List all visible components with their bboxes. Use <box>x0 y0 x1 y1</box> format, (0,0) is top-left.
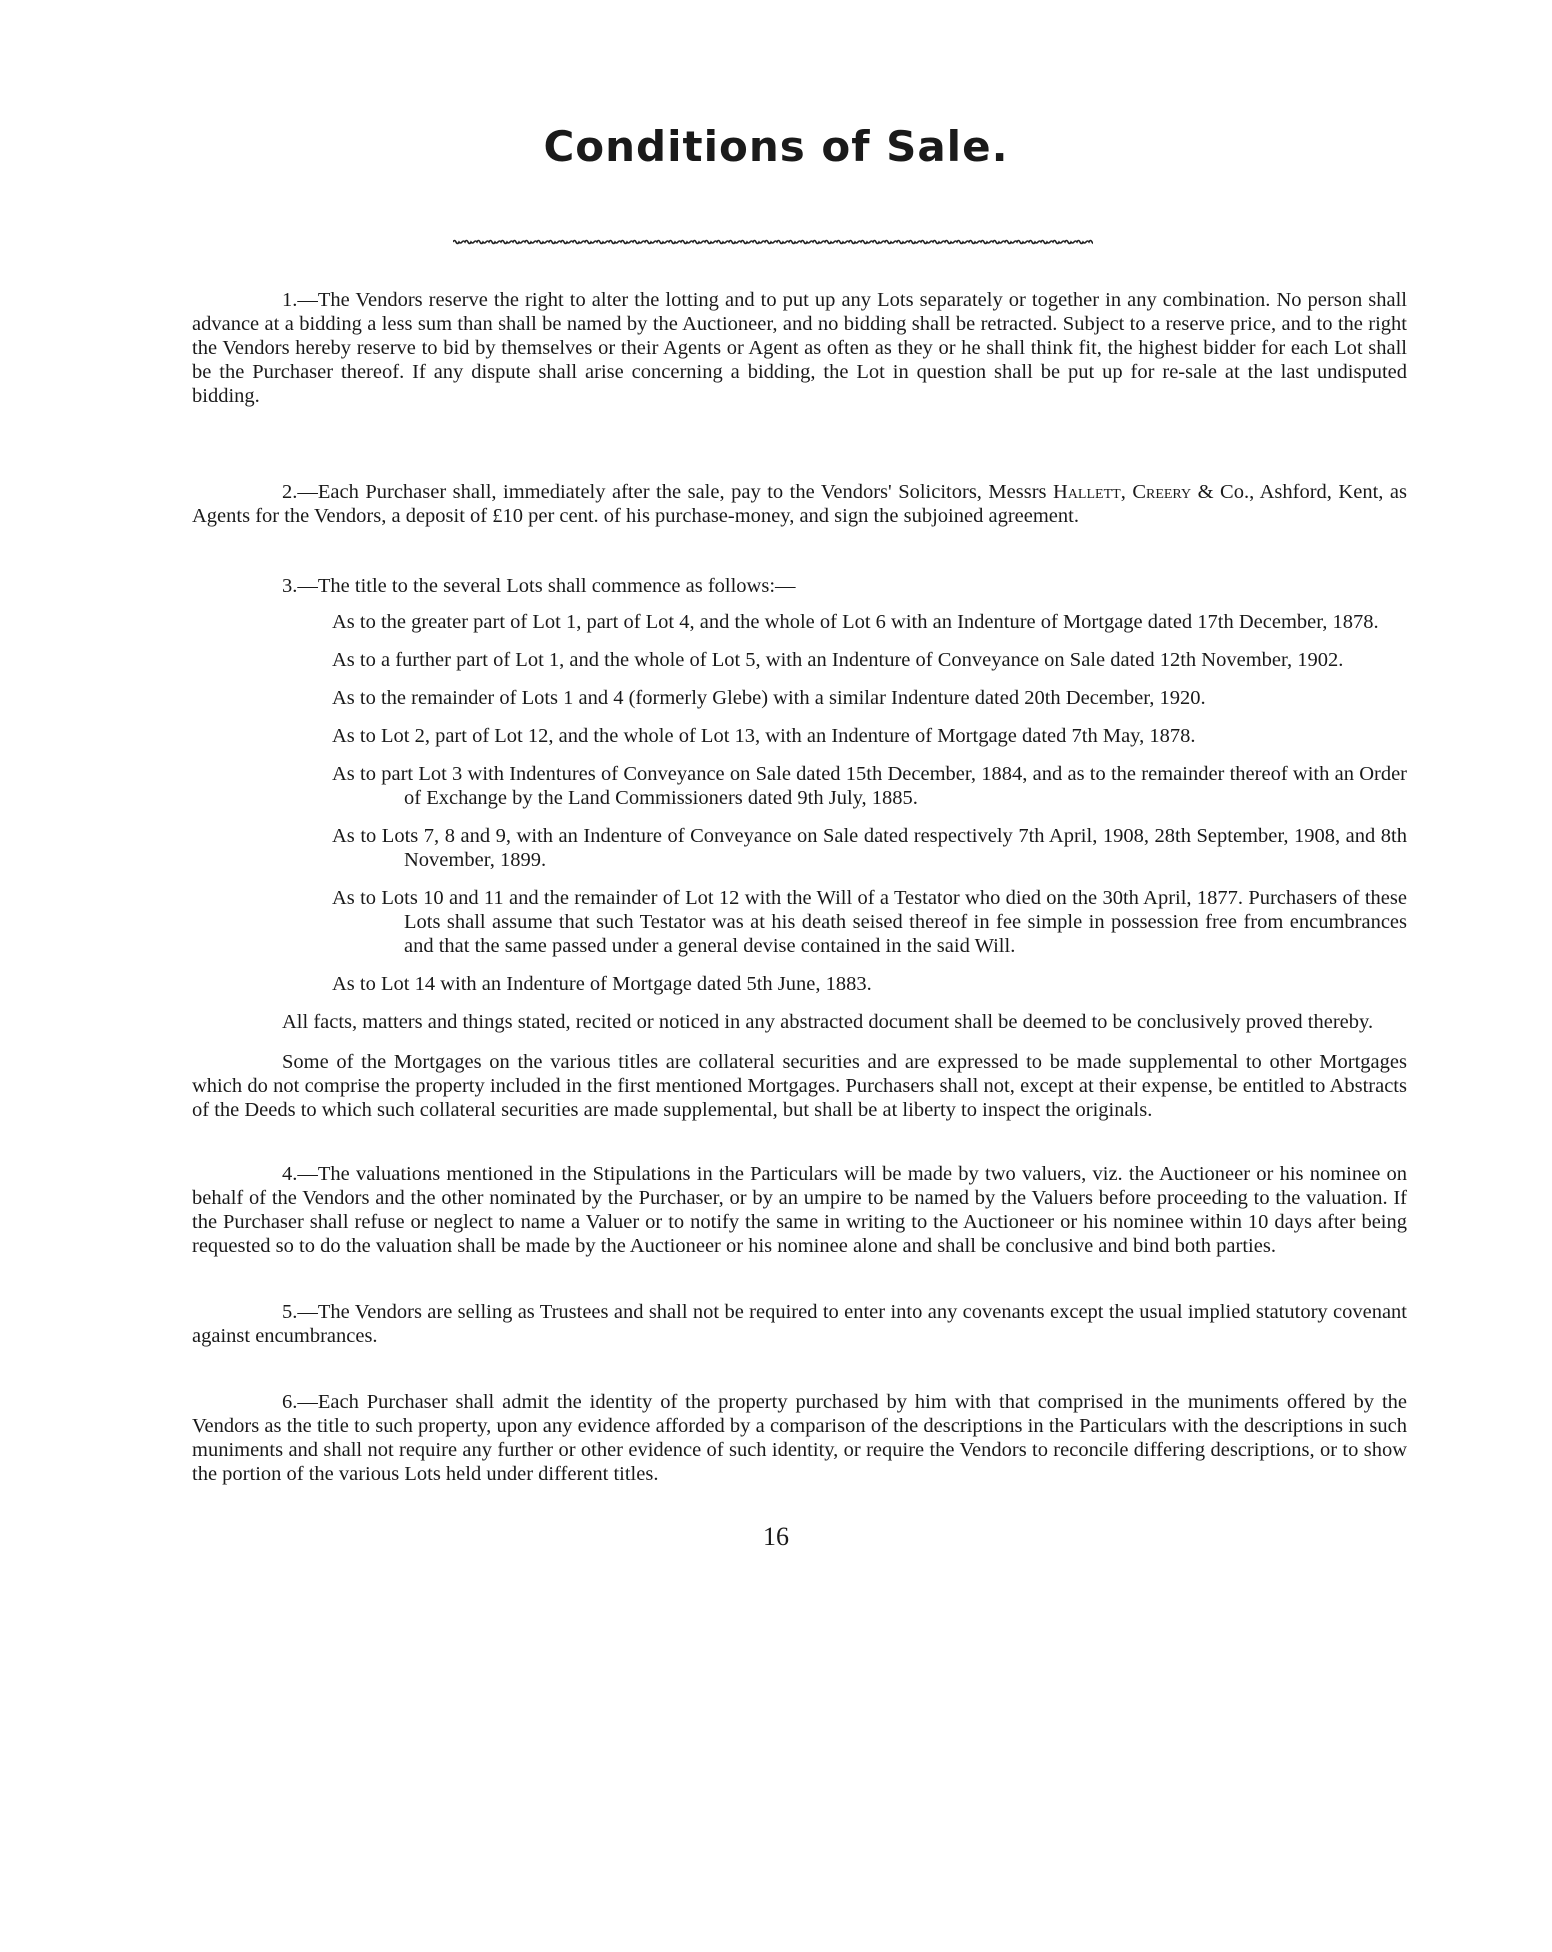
title-item: As to the remainder of Lots 1 and 4 (formerly Glebe) with a similar Indenture dated 20th December, 1920. <box>332 687 1206 709</box>
title-item: As to Lot 2, part of Lot 12, and the whole of Lot 13, with an Indenture of Mortgage dated 7th May, 1878. <box>332 725 1196 747</box>
page-title: Conditions of Sale. <box>543 122 1009 171</box>
decorative-rule <box>453 232 1093 248</box>
condition-5: 5.—The Vendors are selling as Trustees and shall not be required to enter into any covenants except the usual implied statutory covenant against encumbrances. <box>192 1301 1407 1347</box>
title-item: As to a further part of Lot 1, and the whole of Lot 5, with an Indenture of Conveyance on Sale dated 12th November, 1902. <box>332 649 1344 671</box>
solicitor-firm: Hallett, Creery <box>1053 481 1192 503</box>
condition-2-text-end: & Co., Ashford, Kent, as Agents for the Vendors, a deposit of £10 per cent. of his purchase-money, and sign the subjoined agreement. <box>192 481 1407 527</box>
page-number: 16 <box>763 1522 789 1551</box>
condition-3-heading: 3.—The title to the several Lots shall commence as follows:— <box>282 575 796 597</box>
conditions-body <box>192 288 1407 1552</box>
facts-paragraph: All facts, matters and things stated, recited or noticed in any abstracted document shall be deemed to be conclusively proved thereby. <box>282 1011 1374 1033</box>
condition-4: 4.—The valuations mentioned in the Stipulations in the Particulars will be made by two valuers, viz. the Auctioneer or his nominee on behalf of the Vendors and the other nominated by the Purchaser, or by an umpire to be named by the Valuers before proceeding to the valuation. If the Purchaser shall refuse or neglect to name a Valuer or to notify the same in writing to the Auctioneer or his nominee within 10 days after being requested so to do the valuation shall be made by the Auctioneer or his nominee alone and shall be conclusive and bind both parties. <box>192 1163 1407 1257</box>
title-item: As to the greater part of Lot 1, part of Lot 4, and the whole of Lot 6 with an Indenture of Mortgage dated 17th December, 1878. <box>332 611 1379 633</box>
condition-1: 1.—The Vendors reserve the right to alter the lotting and to put up any Lots separately or together in any combination. No person shall advance at a bidding a less sum than shall be named by the Auctioneer, and no bidding shall be retracted. Subject to a reserve price, and to the right the Vendors hereby reserve to bid by themselves or their Agents or Agent as often as they or he shall think fit, the highest bidder for each Lot shall be the Purchaser thereof. If any dispute shall arise concerning a bidding, the Lot in question shall be put up for re-sale at the last undisputed bidding. <box>192 289 1407 407</box>
mortgages-paragraph: Some of the Mortgages on the various titles are collateral securities and are expressed to be made supplemental to other Mortgages which do not comprise the property included in the first mentioned Mortgages. Purchasers shall not, except at their expense, be entitled to Abstracts of the Deeds to which such collateral securities are made supplemental, but shall be at liberty to inspect the originals. <box>192 1051 1407 1121</box>
title-item: As to part Lot 3 with Indentures of Conveyance on Sale dated 15th December, 1884, and as to the remainder thereof with an Order of Exchange by the Land Commissioners dated 9th July, 1885. <box>332 763 1407 809</box>
title-item: As to Lot 14 with an Indenture of Mortgage dated 5th June, 1883. <box>332 973 872 995</box>
title-item: As to Lots 10 and 11 and the remainder of Lot 12 with the Will of a Testator who died on the 30th April, 1877. Purchasers of these Lots shall assume that such Testator was at his death seised thereof in fee simple in possession free from encumbrances and that the same passed under a general devise contained in the said Will. <box>332 887 1407 957</box>
condition-2-text: 2.—Each Purchaser shall, immediately after the sale, pay to the Vendors' Solicitors, Messrs <box>282 481 1054 503</box>
condition-6: 6.—Each Purchaser shall admit the identity of the property purchased by him with that comprised in the muniments offered by the Vendors as the title to such property, upon any evidence afforded by a comparison of the descriptions in the Particulars with the descriptions in such muniments and shall not require any further or other evidence of such identity, or require the Vendors to reconcile differing descriptions, or to show the portion of the various Lots held under different titles. <box>192 1391 1407 1485</box>
title-item: As to Lots 7, 8 and 9, with an Indenture of Conveyance on Sale dated respectively 7th April, 1908, 28th September, 1908, and 8th November, 1899. <box>332 825 1407 871</box>
condition-2 <box>192 480 1407 528</box>
